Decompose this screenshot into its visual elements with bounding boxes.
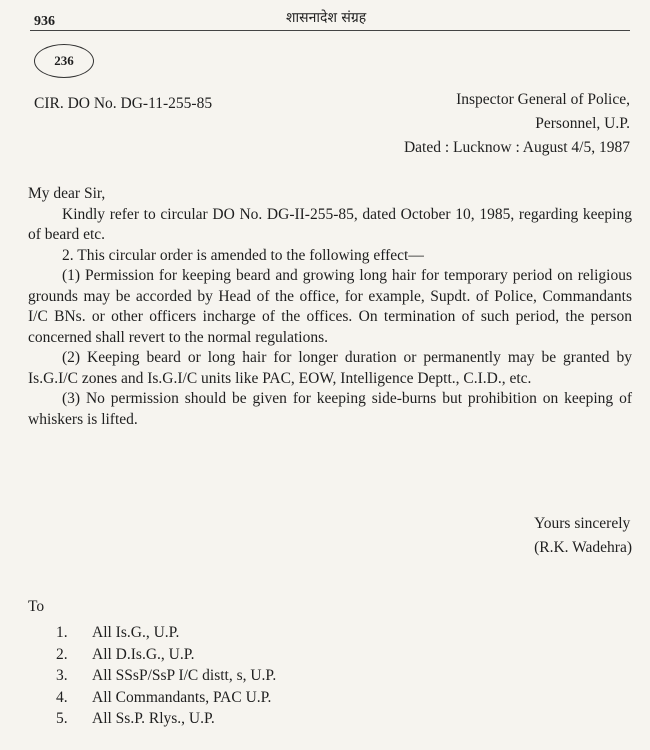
recipient-text: All SSsP/SsP I/C distt, s, U.P. — [92, 667, 277, 684]
list-item — [56, 687, 276, 709]
recipient-text: All Ss.P. Rlys., U.P. — [92, 710, 215, 727]
list-item — [56, 708, 276, 730]
date-line: Dated : Lucknow : August 4/5, 1987 — [403, 139, 630, 156]
to-label: To — [28, 598, 45, 615]
list-item — [56, 644, 276, 666]
running-head: शासनादेश संग्रह — [286, 10, 367, 26]
recipient-number: 4. — [56, 688, 68, 706]
recipient-text: All Commandants, PAC U.P. — [92, 688, 272, 706]
recipient-text: All D.Is.G., U.P. — [92, 645, 195, 663]
recipient-number: 5. — [56, 710, 68, 727]
page-header — [0, 0, 650, 40]
recipient-number: 2. — [56, 645, 68, 663]
paragraph-intro: Kindly refer to circular DO No. DG-II-255-85, dated October 10, 1985, regarding keeping of beard etc. — [28, 205, 632, 243]
header-rule — [30, 30, 630, 31]
paragraph-point-3: (3) No permission should be given for keeping side-burns but prohibition on keeping of whiskers is lifted. — [28, 390, 632, 428]
signatory-name: (R.K. Wadehra) — [534, 539, 632, 556]
order-number-badge — [34, 44, 94, 78]
list-item — [56, 622, 276, 644]
page-number: 936 — [34, 14, 55, 29]
order-number: 236 — [54, 53, 74, 68]
recipient-text: All Is.G., U.P. — [92, 624, 180, 641]
sender-department: Personnel, U.P. — [535, 115, 630, 132]
sender-block — [404, 88, 630, 160]
sign-off: Yours sincerely — [534, 515, 631, 532]
letter-body — [28, 184, 632, 430]
sender-title: Inspector General of Police, — [456, 91, 630, 108]
circular-reference: CIR. DO No. DG-11-255-85 — [34, 95, 213, 112]
salutation: My dear Sir, — [28, 185, 106, 202]
recipient-number: 3. — [56, 667, 68, 684]
paragraph-point-2: (2) Keeping beard or long hair for longer duration or permanently may be granted by Is.G.I/C zones and Is.G.I/C units like PAC, EOW, Intelligence Deptt., C.I.D., etc. — [28, 349, 632, 387]
recipient-number: 1. — [56, 624, 68, 641]
list-item — [56, 665, 276, 687]
paragraph-amendment: 2. This circular order is amended to the following effect— — [62, 246, 424, 264]
closing-block — [534, 512, 632, 560]
recipient-list — [56, 622, 276, 730]
paragraph-point-1: (1) Permission for keeping beard and growing long hair for temporary period on religious grounds may be accorded by Head of the office, for example, Supdt. of Police, Commandants I/C BNs. or other officers incharge of the offices. On termination of such period, the person concerned shall revert to the normal regulations. — [28, 267, 632, 346]
